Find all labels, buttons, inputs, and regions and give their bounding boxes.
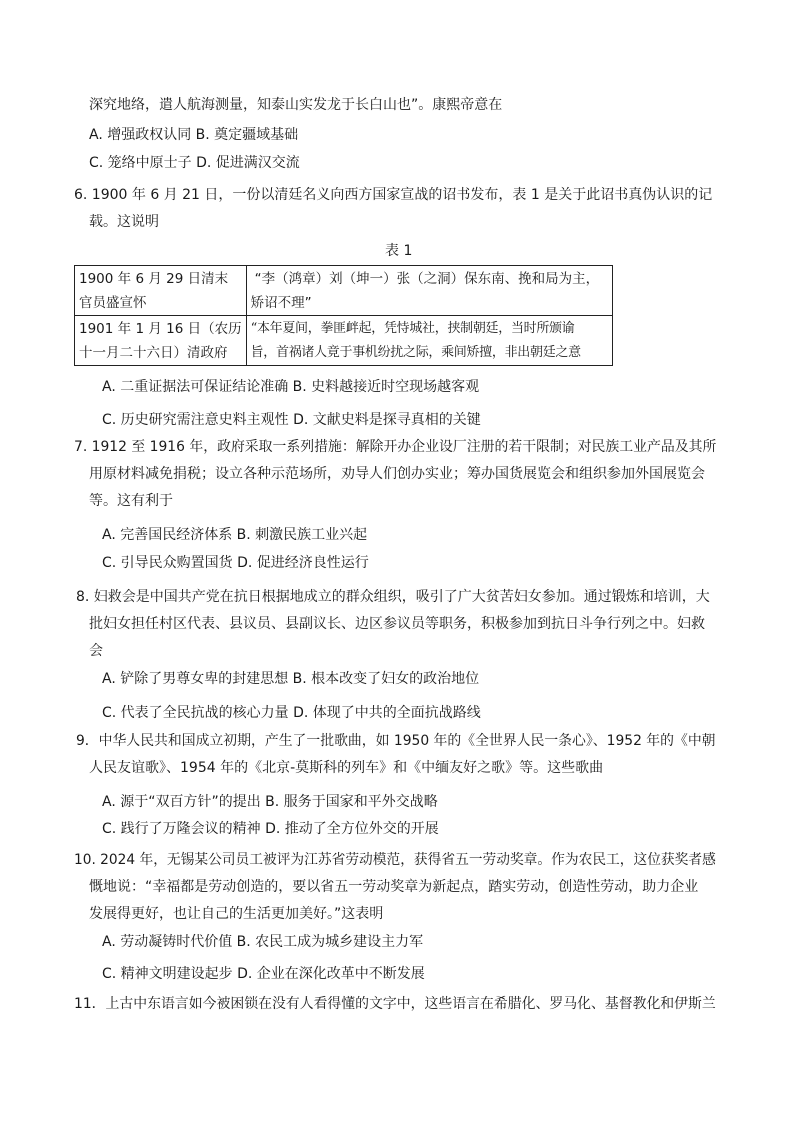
- q8-options-ab: A. 铲除了男尊女卑的封建思想 B. 根本改变了妇女的政治地位: [102, 671, 480, 687]
- q11-stem-line1: 11．上古中东语言如今被困锁在没有人看得懂的文字中，这些语言在希腊化、罗马化、基督教化和伊斯兰: [74, 996, 716, 1012]
- q9-stem-line1: 9．中华人民共和国成立初期，产生了一批歌曲，如 1950 年的《全世界人民一条心》、1952 年的《中朝: [76, 733, 716, 749]
- q5-options-cd: C. 笼络中原士子 D. 促进满汉交流: [89, 155, 300, 171]
- q9-options-ab: A. 源于“双百方针”的提出 B. 服务于国家和平外交战略: [102, 794, 438, 810]
- q7-stem-line1: 7. 1912 至 1916 年，政府采取一系列措施：解除开办企业设厂注册的若干限制；对民族工业产品及其所: [74, 439, 717, 455]
- q8-stem-line3: 会: [89, 643, 103, 659]
- table-cell-content: “李（鸿章）刘（坤一）张（之洞）保东南、挽和局为主， 矫诏不理”: [246, 266, 612, 316]
- q6-stem-line1: 6. 1900 年 6 月 21 日，一份以清廷名义向西方国家宣战的诏书发布，表 1 是关于此诏书真伪认识的记: [74, 187, 713, 203]
- q9-options-cd: C. 践行了万隆会议的精神 D. 推动了全方位外交的开展: [102, 821, 439, 837]
- table-caption: 表 1: [385, 243, 413, 259]
- table-row: [75, 316, 613, 366]
- source-table: [74, 265, 613, 366]
- q10-stem-line1: 10. 2024 年，无锡某公司员工被评为江苏省劳动模范，获得省五一劳动奖章。作为农民工，这位获奖者感: [74, 852, 716, 868]
- q7-options-cd: C. 引导民众购置国货 D. 促进经济良性运行: [102, 555, 369, 571]
- q10-options-cd: C. 精神文明建设起步 D. 企业在深化改革中不断发展: [102, 966, 425, 982]
- q7-options-ab: A. 完善国民经济体系 B. 刺激民族工业兴起: [102, 527, 368, 543]
- q10-stem-line3: 发展得更好，也让自己的生活更加美好。”这表明: [89, 906, 384, 922]
- q8-options-cd: C. 代表了全民抗战的核心力量 D. 体现了中共的全面抗战路线: [102, 705, 481, 721]
- q6-options-cd: C. 历史研究需注意史料主观性 D. 文献史料是探寻真相的关键: [102, 412, 481, 428]
- table-cell-source: 1901 年 1 月 16 日（农历 十一月二十六日）清政府: [75, 316, 247, 366]
- table-cell-content: “本年夏间，拳匪衅起，凭恃城社，挟制朝廷，当时所颁谕 旨，首祸诸人竟于事机纷扰之际，乘间矫擅，非出朝廷之意: [246, 316, 612, 366]
- q7-stem-line2: 用原材料减免捐税；设立各种示范场所，劝导人们创办实业；筹办国货展览会和组织参加外国展览会: [89, 466, 705, 482]
- q10-stem-line2: 慨地说：“幸福都是劳动创造的，要以省五一劳动奖章为新起点，踏实劳动，创造性劳动，助力企业: [89, 879, 699, 895]
- q5-options-ab: A. 增强政权认同 B. 奠定疆域基础: [89, 127, 299, 143]
- q6-options-ab: A. 二重证据法可保证结论准确 B. 史料越接近时空现场越客观: [102, 379, 480, 395]
- q8-stem-line2: 批妇女担任村区代表、县议员、县副议长、边区参议员等职务，积极参加到抗日斗争行列之中。妇救: [89, 616, 705, 632]
- q9-stem-line2: 人民友谊歌》、1954 年的《北京-莫斯科的列车》和《中缅友好之歌》等。这些歌曲: [89, 760, 604, 776]
- table-row: [75, 266, 613, 316]
- table-cell-source: 1900 年 6 月 29 日清末 官员盛宣怀: [75, 266, 247, 316]
- q5-stem-tail: 深究地络，遣人航海测量，知泰山实发龙于长白山也”。康熙帝意在: [89, 97, 503, 113]
- q8-stem-line1: 8. 妇救会是中国共产党在抗日根据地成立的群众组织，吸引了广大贫苦妇女参加。通过锻炼和培训，大: [76, 589, 710, 605]
- q7-stem-line3: 等。这有利于: [89, 493, 173, 509]
- q10-options-ab: A. 劳动凝铸时代价值 B. 农民工成为城乡建设主力军: [102, 934, 424, 950]
- q6-stem-line2: 载。这说明: [89, 214, 159, 230]
